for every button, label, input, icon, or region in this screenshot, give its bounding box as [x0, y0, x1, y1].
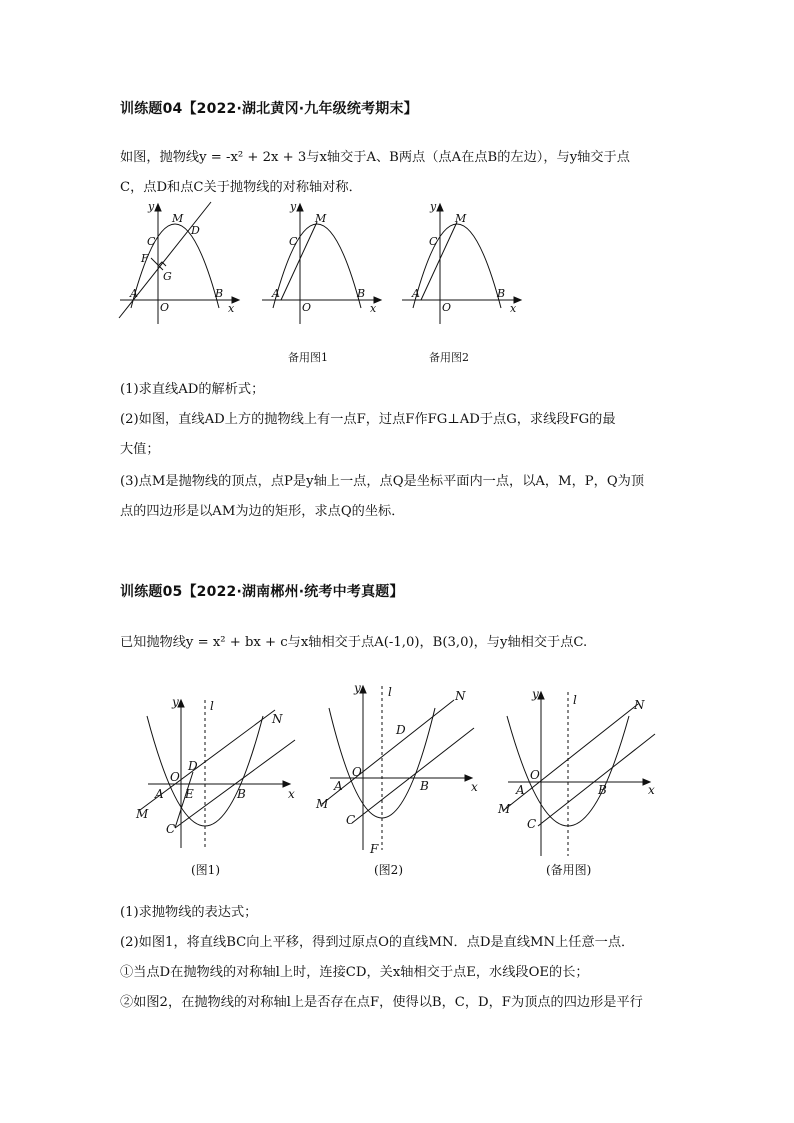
fig-label-D: D: [191, 224, 200, 237]
svg-text:B: B: [497, 287, 506, 300]
svg-text:N: N: [634, 698, 645, 712]
problem-05-figure-1: [130, 688, 305, 858]
svg-text:M: M: [315, 212, 327, 225]
problem-04-q2-line1: (2)如图，直线AD上方的抛物线上有一点F，过点F作FG⊥AD于点G，求线段FG的最: [120, 412, 616, 427]
svg-text:O: O: [170, 770, 180, 784]
problem-04-q3-line1: (3)点M是抛物线的顶点，点P是y轴上一点，点Q是坐标平面内一点，以A，M，P，Q为顶: [120, 474, 645, 489]
y-axis-arrow: [155, 204, 161, 211]
spare-figure-1-caption: 备用图1: [288, 351, 328, 364]
svg-text:B: B: [598, 783, 607, 797]
svg-text:x: x: [510, 302, 517, 315]
problem-05-figure-2: [312, 678, 487, 858]
problem-05-figure-1-caption: (图1): [191, 863, 220, 877]
fig-label-G: G: [163, 270, 172, 283]
problem-05-spare-figure-caption: (备用图): [546, 863, 592, 877]
svg-text:x: x: [471, 780, 478, 794]
svg-text:C: C: [429, 235, 438, 248]
svg-text:N: N: [455, 689, 466, 703]
svg-text:C: C: [527, 817, 537, 831]
problem-05-figure-2-caption: (图2): [374, 863, 403, 877]
svg-text:O: O: [302, 301, 312, 314]
spare-figure-2-caption: 备用图2: [429, 351, 469, 364]
svg-text:l: l: [573, 693, 577, 707]
svg-text:M: M: [455, 212, 467, 225]
svg-text:D: D: [188, 759, 198, 773]
svg-text:A: A: [516, 783, 525, 797]
svg-text:l: l: [210, 699, 214, 713]
svg-text:O: O: [442, 301, 452, 314]
svg-text:y: y: [172, 695, 179, 709]
problem-04-heading: 训练题04【2022·湖北黄冈·九年级统考期末】: [120, 101, 418, 117]
svg-text:C: C: [346, 813, 356, 827]
problem-04-spare-figure-2: [397, 198, 527, 328]
svg-text:A: A: [272, 287, 280, 300]
fig-label-M: M: [172, 212, 184, 225]
svg-text:O: O: [530, 768, 540, 782]
right-angle-mark: [159, 262, 166, 266]
svg-text:B: B: [420, 779, 429, 793]
svg-text:C: C: [289, 235, 298, 248]
fig-label-A: A: [130, 287, 138, 300]
problem-05-q1: (1)求抛物线的表达式；: [120, 905, 258, 920]
problem-05-q2b: ②如图2，在抛物线的对称轴l上是否存在点F，使得以B，C，D，F为顶点的四边形是平行: [120, 995, 643, 1010]
svg-text:N: N: [272, 712, 283, 726]
problem-04-figure: [115, 198, 245, 328]
svg-text:y: y: [354, 681, 361, 695]
fig-label-x: x: [228, 302, 235, 315]
svg-text:A: A: [155, 787, 164, 801]
svg-text:A: A: [412, 287, 420, 300]
problem-05-stem: 已知抛物线y = x² + bx + c与x轴相交于点A(-1,0)，B(3,0)，与y轴相交于点C.: [120, 635, 588, 650]
problem-05-spare-figure: [490, 686, 665, 856]
svg-text:M: M: [136, 807, 149, 821]
fig-label-O: O: [160, 301, 170, 314]
parabola-curve: [131, 224, 219, 308]
svg-text:x: x: [370, 302, 377, 315]
fig-label-y: y: [148, 200, 155, 213]
svg-text:x: x: [288, 787, 295, 801]
problem-04-stem-line2: C，点D和点C关于抛物线的对称轴对称．: [120, 180, 362, 195]
svg-text:M: M: [498, 802, 511, 816]
svg-text:M: M: [316, 797, 329, 811]
svg-text:y: y: [290, 200, 297, 213]
svg-text:B: B: [357, 287, 366, 300]
svg-text:y: y: [532, 687, 539, 701]
problem-05-heading: 训练题05【2022·湖南郴州·统考中考真题】: [120, 584, 404, 600]
fig-label-B: B: [215, 287, 224, 300]
problem-04-q1: (1)求直线AD的解析式；: [120, 382, 265, 397]
svg-text:A: A: [334, 779, 343, 793]
svg-text:D: D: [396, 723, 406, 737]
problem-04-q3-line2: 点的四边形是以AM为边的矩形，求点Q的坐标．: [120, 504, 405, 519]
problem-04-q2-line2: 大值；: [120, 442, 160, 457]
svg-text:l: l: [388, 685, 392, 699]
fig-label-C: C: [147, 235, 156, 248]
problem-04-stem-line1: 如图，抛物线y = -x² + 2x + 3与x轴交于A、B两点（点A在点B的左边），与y轴交于点: [120, 150, 630, 165]
svg-text:y: y: [430, 200, 437, 213]
svg-text:B: B: [237, 787, 246, 801]
problem-05-q2a: ①当点D在抛物线的对称轴l上时，连接CD，关x轴相交于点E，水线段OE的长；: [120, 965, 589, 980]
svg-text:C: C: [166, 822, 176, 836]
svg-text:F: F: [370, 842, 379, 856]
svg-text:O: O: [352, 765, 362, 779]
fig-label-F: F: [141, 252, 149, 265]
problem-04-spare-figure-1: [257, 198, 387, 328]
svg-text:x: x: [648, 783, 655, 797]
svg-text:E: E: [185, 787, 194, 801]
problem-05-q2: (2)如图1，将直线BC向上平移，得到过原点O的直线MN．点D是直线MN上任意一点．: [120, 935, 635, 950]
